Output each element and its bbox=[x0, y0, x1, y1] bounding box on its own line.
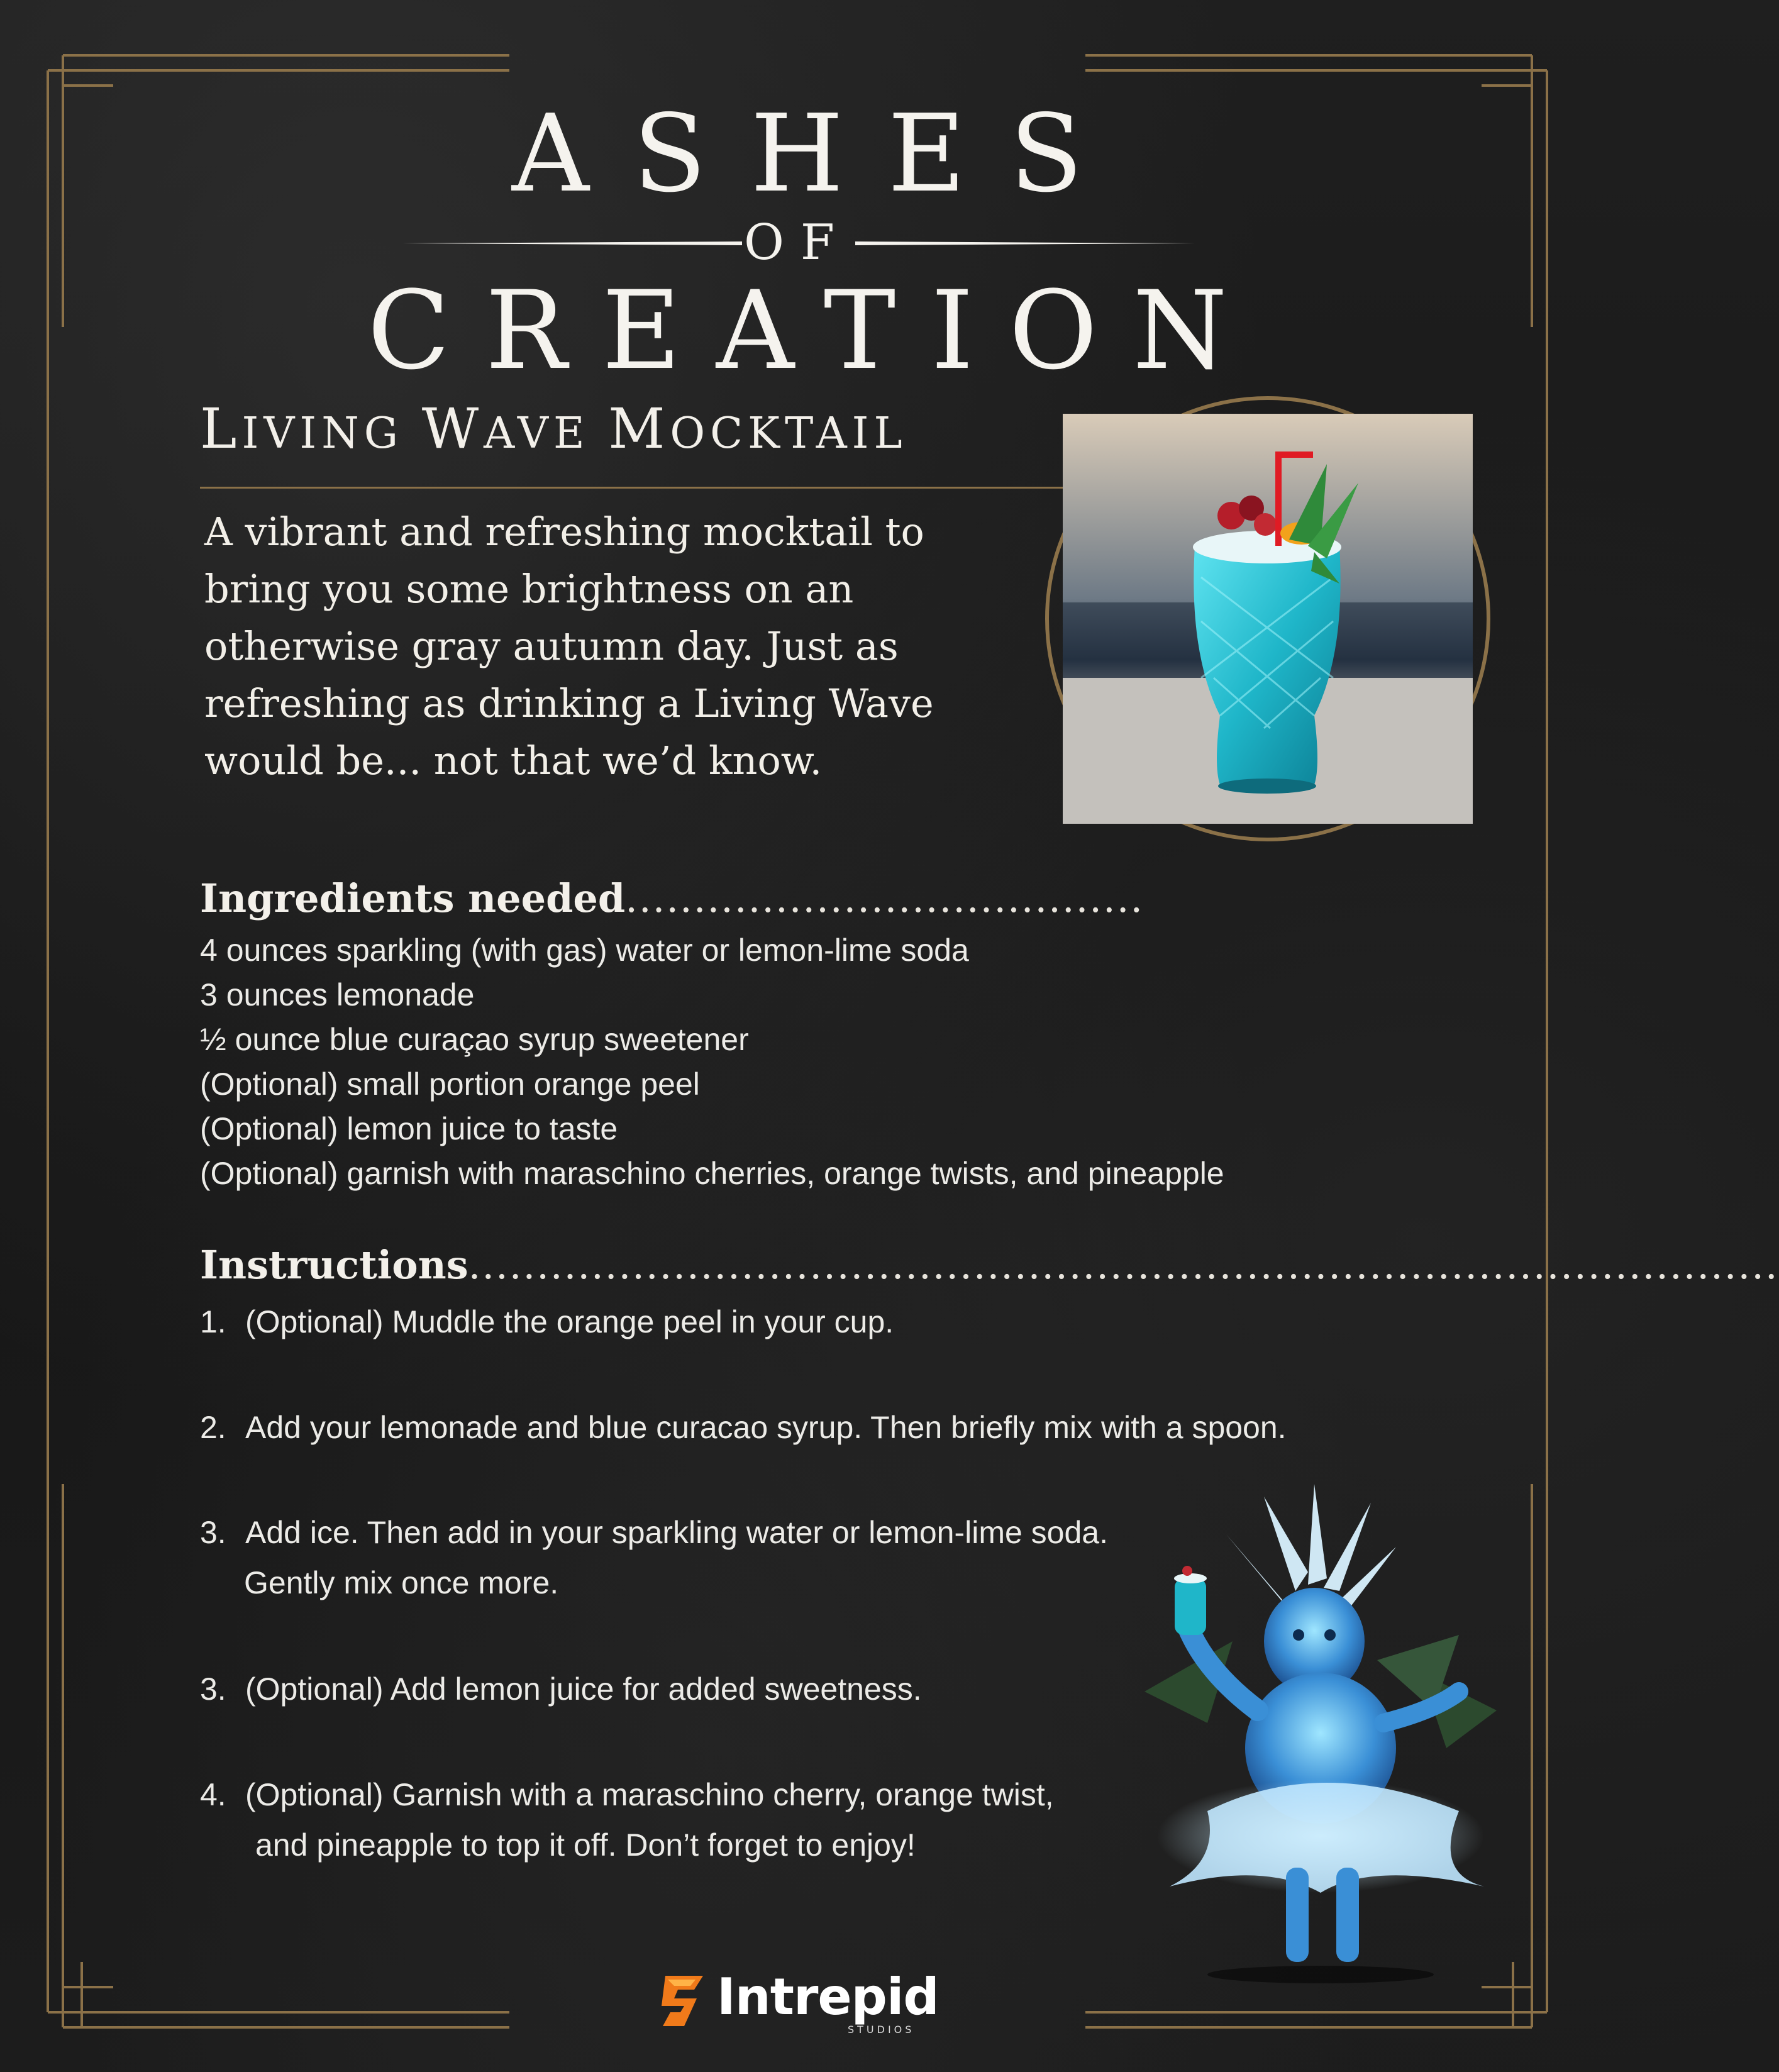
title-ashes: ASHES bbox=[511, 92, 1128, 216]
cocktail-photo bbox=[1063, 414, 1473, 824]
ingredient-item: (Optional) garnish with maraschino cherries, orange twists, and pineapple bbox=[200, 1156, 1224, 1191]
ingredient-item: (Optional) small portion orange peel bbox=[200, 1066, 700, 1102]
step-number: 3. bbox=[200, 1671, 226, 1707]
ingredients-list bbox=[200, 928, 1224, 1196]
recipe-title-cap: W bbox=[421, 396, 484, 461]
instruction-step bbox=[200, 1664, 922, 1714]
ingredients-heading-text: Ingredients needed bbox=[200, 875, 626, 921]
ingredients-heading-dots: ...................................... bbox=[625, 875, 1144, 921]
step-text-continued: and pineapple to top it off. Don’t forget to enjoy! bbox=[255, 1827, 916, 1863]
instructions-heading-text: Instructions bbox=[200, 1242, 468, 1288]
recipe-title-cap: L bbox=[200, 396, 242, 461]
instructions-heading-dots: ................................................................................................ bbox=[468, 1242, 1779, 1288]
step-text: Add ice. Then add in your sparkling water or lemon-lime soda. bbox=[245, 1515, 1108, 1550]
ingredient-item: (Optional) lemon juice to taste bbox=[200, 1111, 618, 1146]
instructions-heading bbox=[200, 1242, 1779, 1288]
title-of: OF bbox=[743, 214, 851, 271]
title-creation: CREATION bbox=[367, 267, 1263, 394]
step-text: Add your lemonade and blue curacao syrup. Then briefly mix with a spoon. bbox=[245, 1410, 1287, 1445]
recipe-title-underline bbox=[200, 487, 1080, 489]
recipe-description: A vibrant and refreshing mocktail to bring you some brightness on an otherwise gray autumn day. Just as refreshing as drinking a Living Wave would be... not that we’d know. bbox=[204, 509, 934, 784]
step-text-continued: Gently mix once more. bbox=[244, 1565, 559, 1600]
instruction-step bbox=[200, 1770, 1054, 1870]
recipe-title-rest: OCKTAIL bbox=[670, 409, 907, 458]
recipe-title-rest: IVING bbox=[241, 409, 422, 458]
title-swash-left bbox=[402, 241, 742, 245]
ingredient-item: ½ ounce blue curaçao syrup sweetener bbox=[200, 1022, 749, 1057]
step-number: 3. bbox=[200, 1515, 226, 1550]
game-title bbox=[0, 92, 1595, 394]
step-text: (Optional) Add lemon juice for added sweetness. bbox=[245, 1671, 922, 1707]
title-of-row bbox=[0, 214, 1595, 271]
ingredients-heading bbox=[200, 875, 1483, 921]
step-number: 2. bbox=[200, 1410, 226, 1445]
instruction-step bbox=[200, 1507, 1108, 1608]
ingredient-item: 4 ounces sparkling (with gas) water or lemon-lime soda bbox=[200, 933, 969, 968]
instruction-step bbox=[200, 1402, 1287, 1453]
logo-subtext: STUDIOS bbox=[848, 2024, 915, 2036]
logo-text: Intrepid bbox=[717, 1968, 939, 2026]
recipe-title-cap: M bbox=[608, 396, 670, 461]
intrepid-logo-icon bbox=[659, 1971, 713, 2031]
living-wave-character bbox=[1107, 1484, 1522, 1987]
step-text: (Optional) Garnish with a maraschino cherry, orange twist, bbox=[245, 1777, 1054, 1812]
title-swash-right bbox=[855, 241, 1195, 245]
step-number: 4. bbox=[200, 1777, 226, 1812]
ingredient-item: 3 ounces lemonade bbox=[200, 977, 475, 1012]
recipe-title-rest: AVE bbox=[484, 409, 609, 458]
step-text: (Optional) Muddle the orange peel in your cup. bbox=[245, 1304, 894, 1339]
recipe-title bbox=[200, 396, 907, 461]
instruction-step bbox=[200, 1297, 894, 1347]
step-number: 1. bbox=[200, 1304, 226, 1339]
